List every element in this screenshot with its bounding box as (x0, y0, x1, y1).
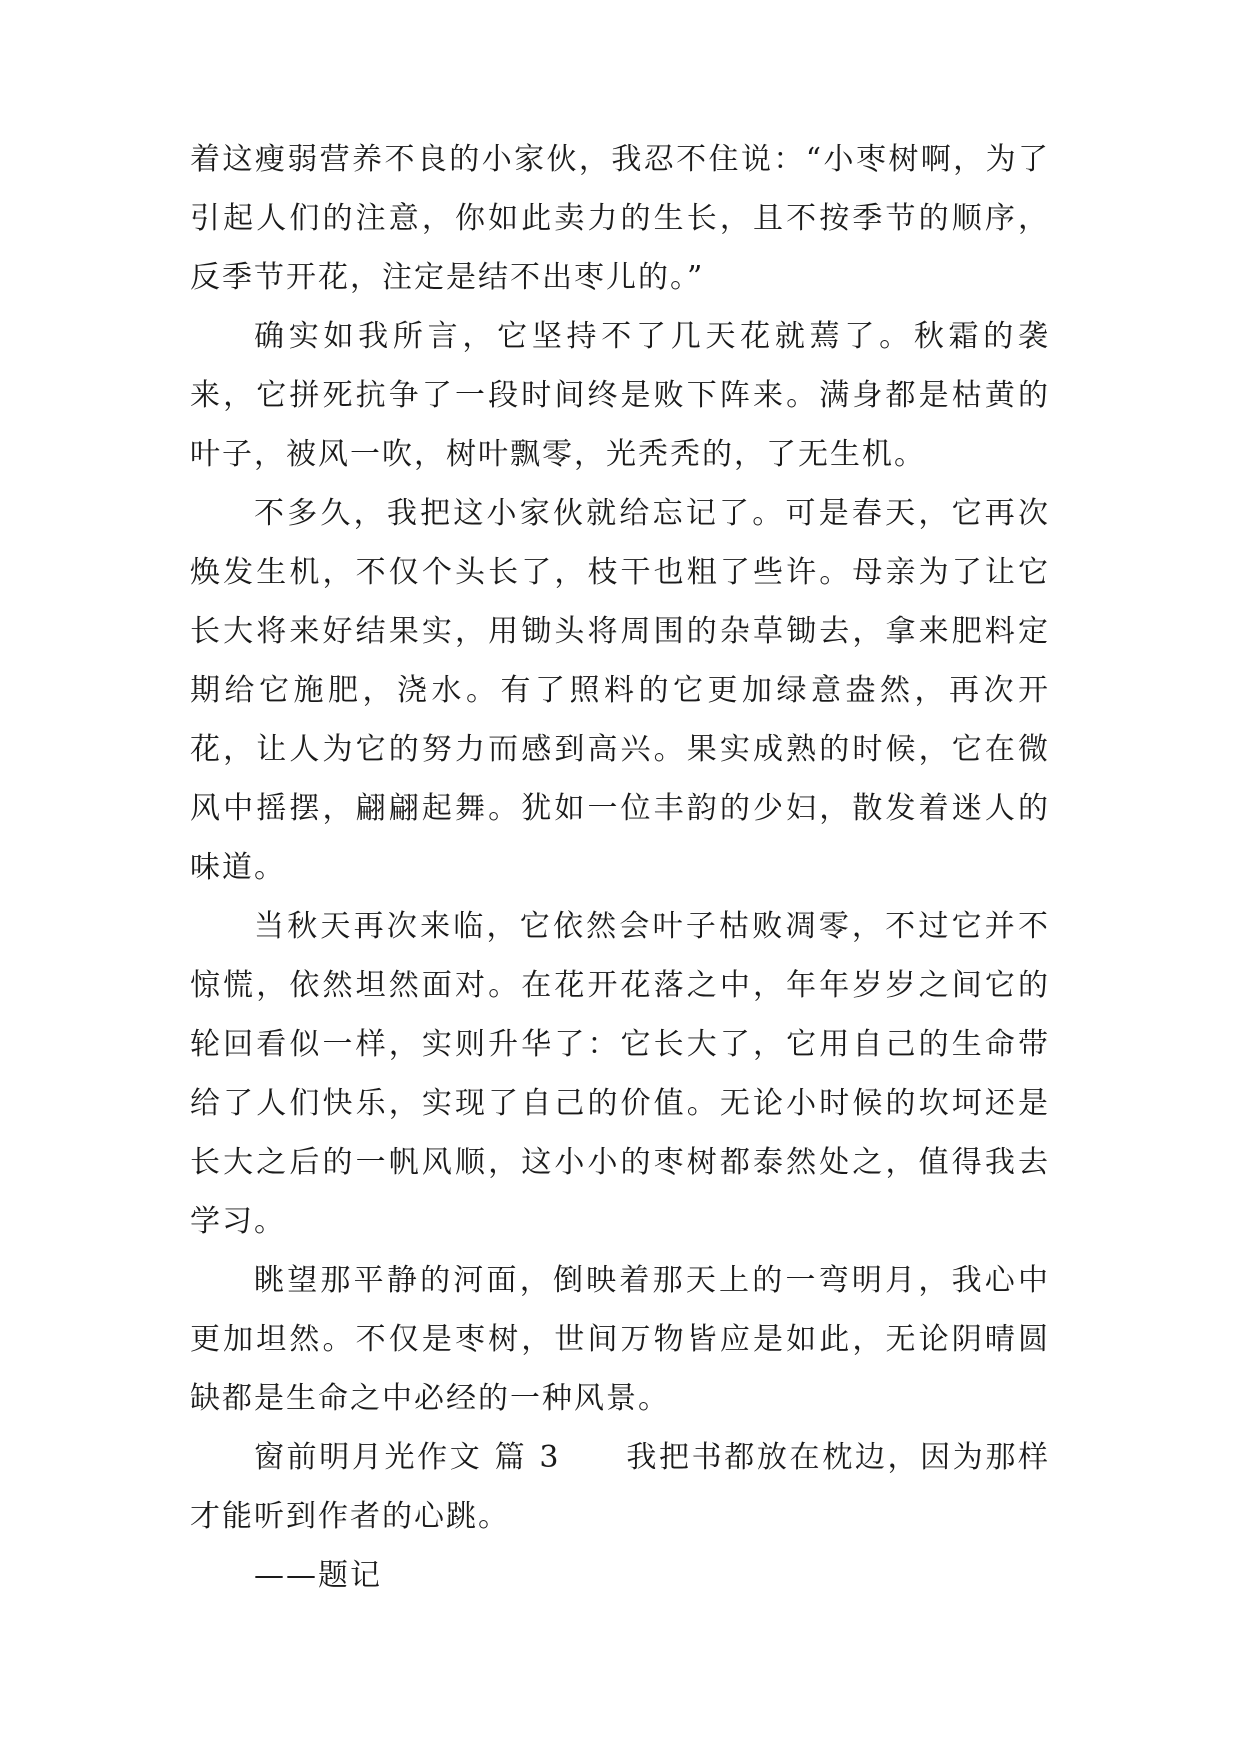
paragraph-4: 当秋天再次来临，它依然会叶子枯败凋零，不过它并不惊慌，依然坦然面对。在花开花落之中，年年岁岁之间它的轮回看似一样，实则升华了：它长大了，它用自己的生命带给了人们快乐，实现了自己的价值。无论小时候的坎坷还是长大之后的一帆风顺，这小小的枣树都泰然处之，值得我去学习。 (190, 909, 1050, 1239)
paragraph-1: 着这瘦弱营养不良的小家伙，我忍不住说：“小枣树啊，为了引起人们的注意，你如此卖力的生长，且不按季节的顺序，反季节开花，注定是结不出枣儿的。” (190, 142, 1050, 295)
paragraph-5: 眺望那平静的河面，倒映着那天上的一弯明月，我心中更加坦然。不仅是枣树，世间万物皆应是如此，无论阴晴圆缺都是生命之中必经的一种风景。 (190, 1263, 1050, 1416)
article-body (190, 130, 1050, 1605)
paragraph-2: 确实如我所言，它坚持不了几天花就蔫了。秋霜的袭来，它拼死抗争了一段时间终是败下阵来。满身都是枯黄的叶子，被风一吹，树叶飘零，光秃秃的，了无生机。 (190, 319, 1050, 472)
paragraph-6-section-heading: 窗前明月光作文 篇 3 我把书都放在枕边，因为那样才能听到作者的心跳。 (190, 1440, 1050, 1534)
paragraph-3: 不多久，我把这小家伙就给忘记了。可是春天，它再次焕发生机，不仅个头长了，枝干也粗了些许。母亲为了让它长大将来好结果实，用锄头将周围的杂草锄去，拿来肥料定期给它施肥，浇水。有了照料的它更加绿意盎然，再次开花，让人为它的努力而感到高兴。果实成熟的时候，它在微风中摇摆，翩翩起舞。犹如一位丰韵的少妇，散发着迷人的味道。 (190, 496, 1050, 885)
paragraph-7-epigraph-attribution: ——题记 (254, 1558, 382, 1593)
